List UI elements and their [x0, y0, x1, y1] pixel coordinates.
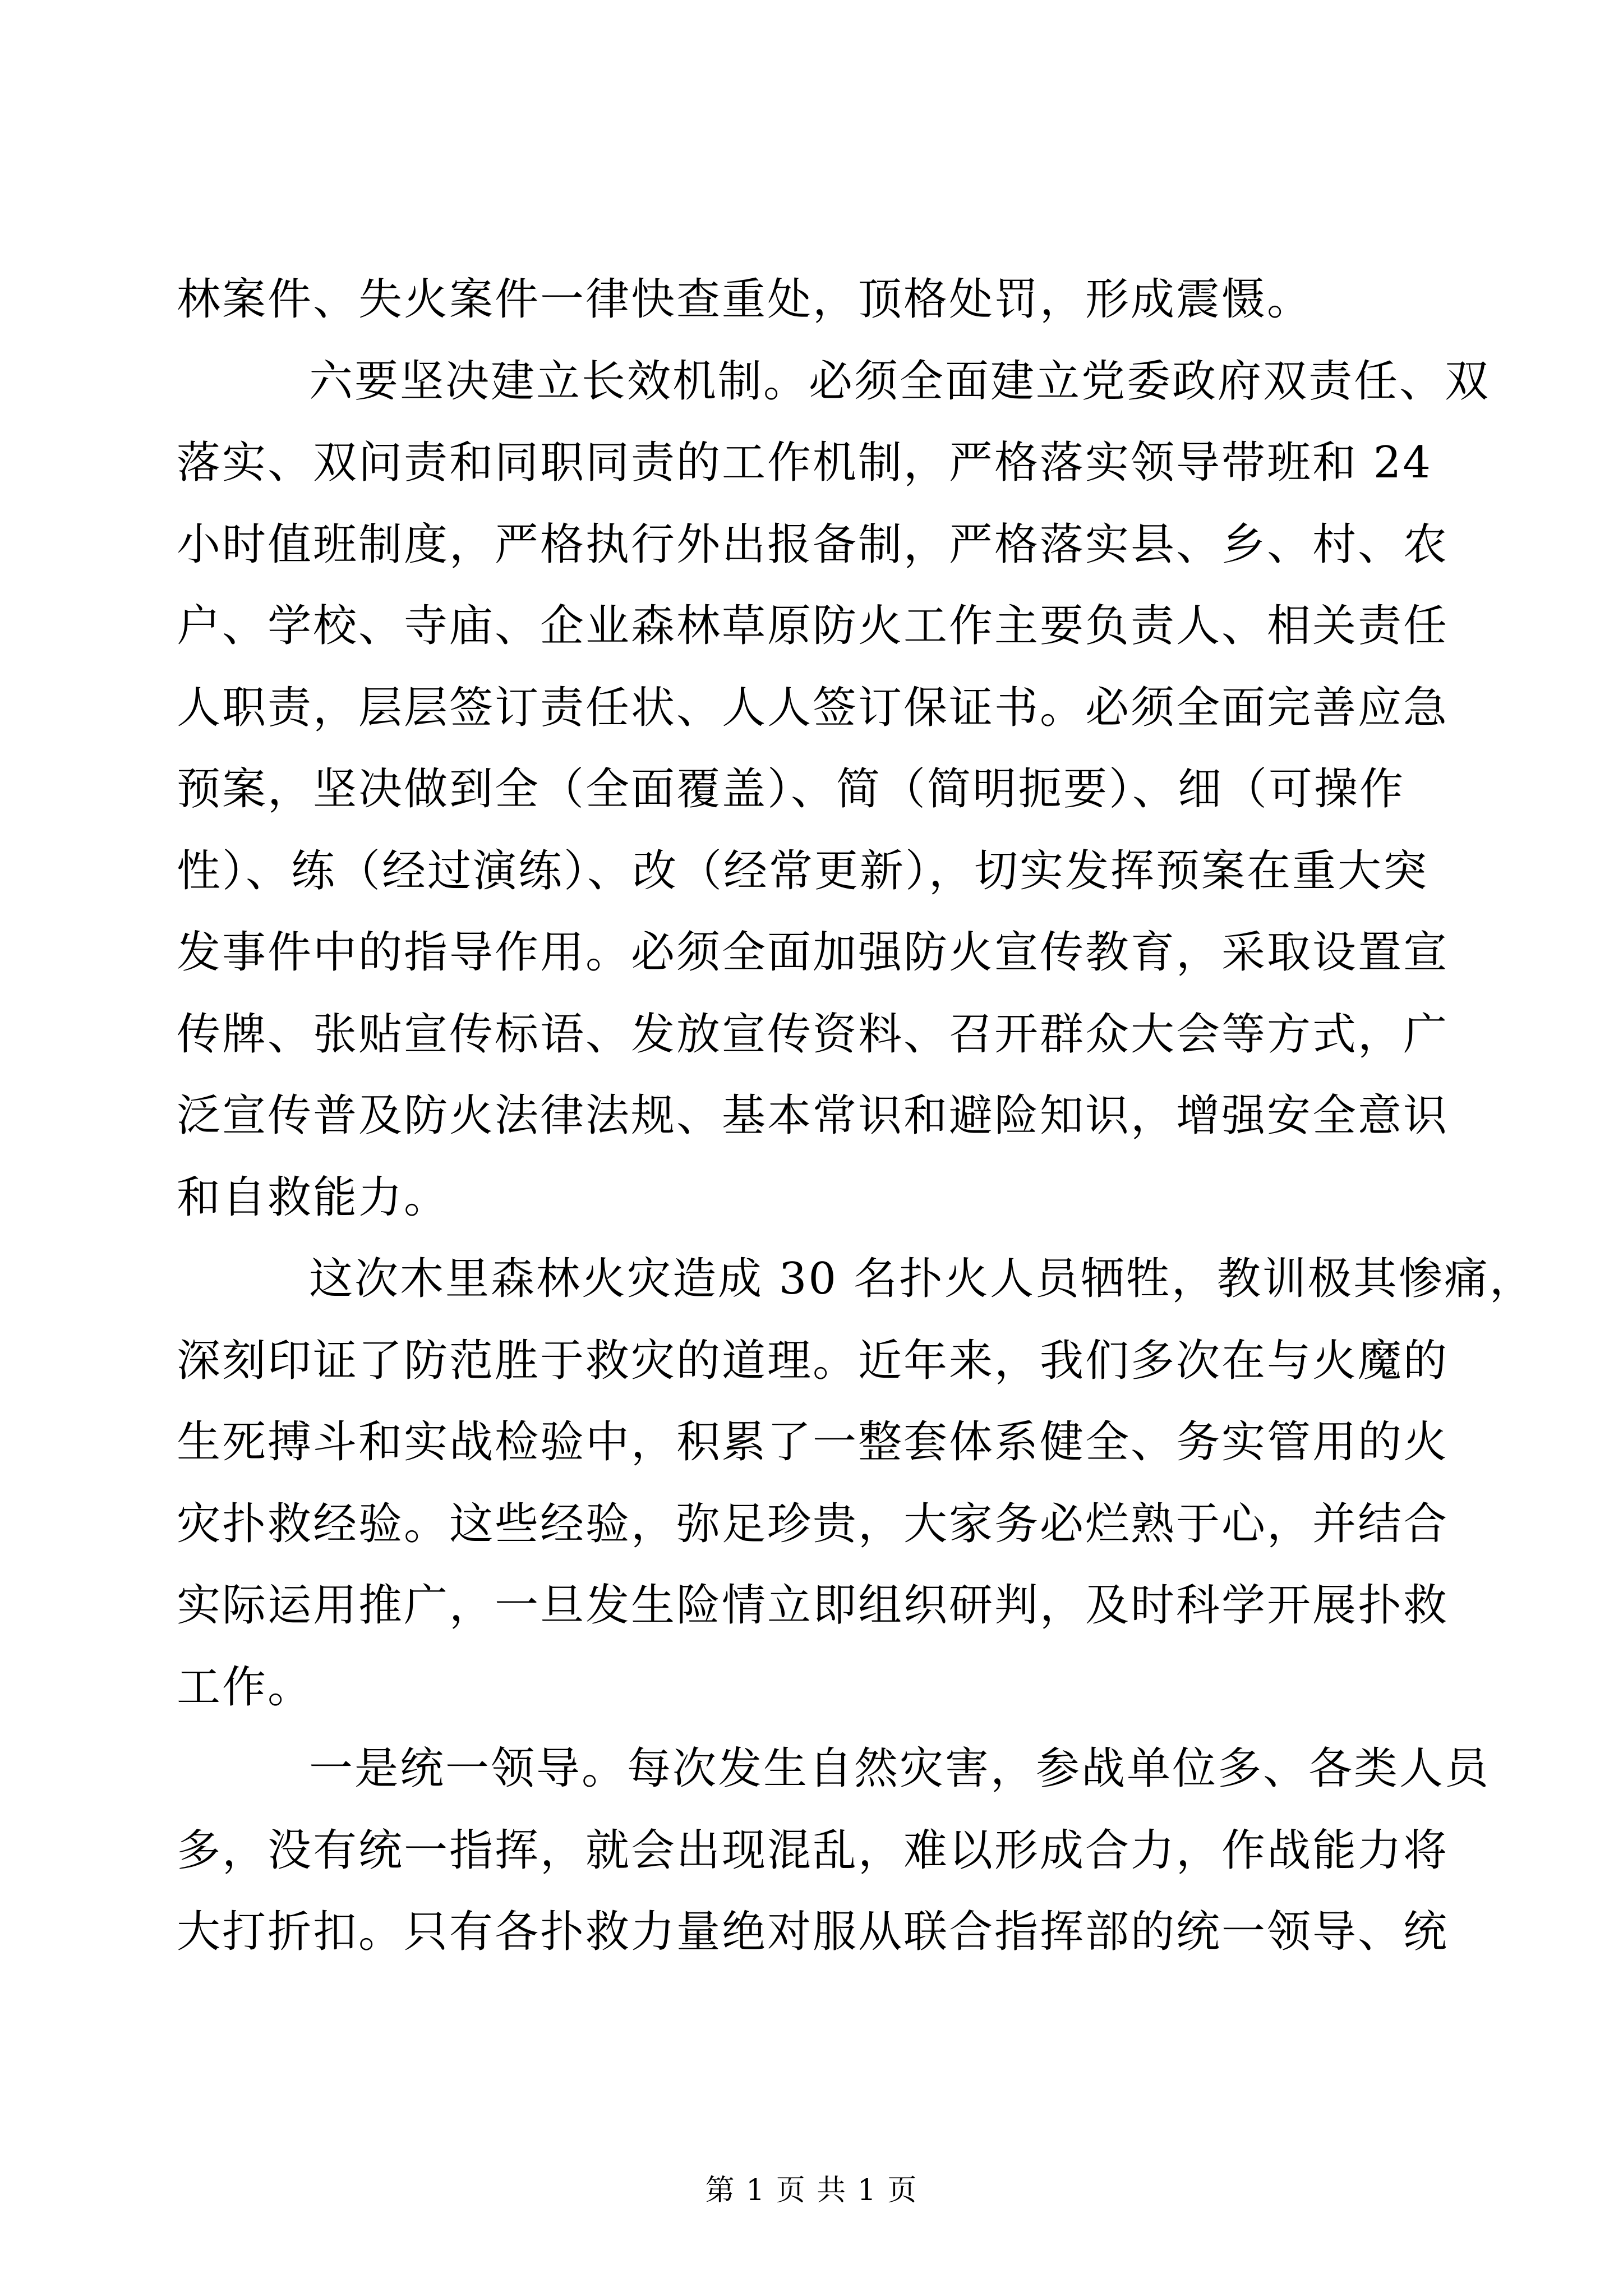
text-line: 一是统一领导。每次发生自然灾害，参战单位多、各类人员 — [309, 1743, 1491, 1794]
text-line: 灾扑救经验。这些经验，弥足珍贵，大家务必烂熟于心，并结合 — [177, 1498, 1449, 1549]
text-line: 林案件、失火案件一律快查重处，顶格处罚，形成震慑。 — [177, 274, 1313, 325]
text-line: 多，没有统一指挥，就会出现混乱，难以形成合力，作战能力将 — [177, 1825, 1449, 1876]
document-body — [177, 259, 1535, 1973]
text-line: 大打折扣。只有各扑救力量绝对服从联合指挥部的统一领导、统 — [177, 1907, 1449, 1957]
text-line: 性）、练（经过演练）、改（经常更新），切实发挥预案在重大突 — [177, 845, 1429, 896]
text-line: 小时值班制度，严格执行外出报备制，严格落实县、乡、村、农 — [177, 519, 1449, 570]
text-line: 工作。 — [177, 1662, 313, 1713]
text-line: 和自救能力。 — [177, 1172, 450, 1223]
text-line: 六要坚决建立长效机制。必须全面建立党委政府双责任、双 — [309, 356, 1491, 407]
text-line: 实际运用推广，一旦发生险情立即组织研判，及时科学开展扑救 — [177, 1580, 1449, 1631]
text-line: 户、学校、寺庙、企业森林草原防火工作主要负责人、相关责任 — [177, 601, 1449, 651]
text-line: 这次木里森林火灾造成 30 名扑火人员牺牲，教训极其惨痛， — [309, 1254, 1535, 1304]
text-line: 传牌、张贴宣传标语、发放宣传资料、召开群众大会等方式，广 — [177, 1009, 1449, 1060]
text-line: 生死搏斗和实战检验中，积累了一整套体系健全、务实管用的火 — [177, 1417, 1449, 1467]
text-line: 预案，坚决做到全（全面覆盖）、简（简明扼要）、细（可操作 — [177, 764, 1405, 815]
text-line: 泛宣传普及防火法律法规、基本常识和避险知识，增强安全意识 — [177, 1091, 1449, 1141]
text-line: 落实、双问责和同职同责的工作机制，严格落实领导带班和 24 — [177, 438, 1433, 488]
text-line: 人职责，层层签订责任状、人人签订保证书。必须全面完善应急 — [177, 682, 1449, 733]
text-line: 发事件中的指导作用。必须全面加强防火宣传教育，采取设置宣 — [177, 927, 1449, 978]
text-line: 深刻印证了防范胜于救灾的道理。近年来，我们多次在与火魔的 — [177, 1335, 1449, 1386]
page-number-footer: 第 1 页 共 1 页 — [705, 2174, 918, 2207]
